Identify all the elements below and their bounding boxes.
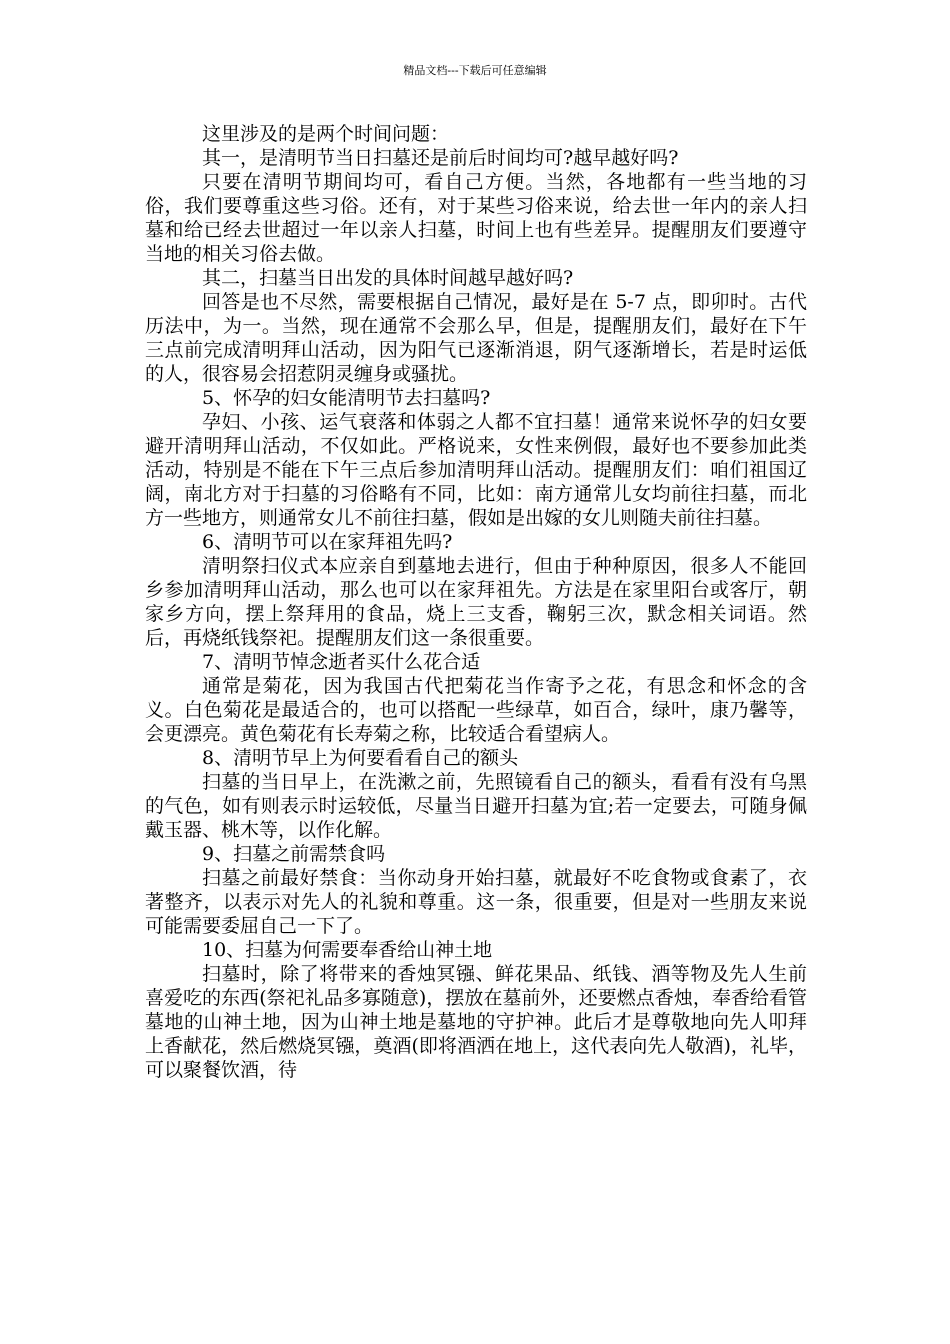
paragraph: 其二，扫墓当日出发的具体时间越早越好吗? bbox=[202, 267, 574, 289]
document-body bbox=[145, 122, 807, 1082]
paragraph: 其一，是清明节当日扫墓还是前后时间均可?越早越好吗? bbox=[202, 147, 679, 169]
paragraph: 扫墓的当日早上，在洗漱之前，先照镜看自己的额头，看看有没有乌黑的气色，如有则表示时运较低，尽量当日避开扫墓为宜;若一定要去，可随身佩戴玉器、桃木等，以作化解。 bbox=[145, 771, 807, 841]
section-heading: 5、怀孕的妇女能清明节去扫墓吗? bbox=[202, 387, 491, 409]
paragraph: 清明祭扫仪式本应亲自到墓地去进行，但由于种种原因，很多人不能回乡参加清明拜山活动，那么也可以在家拜祖先。方法是在家里阳台或客厅，朝家乡方向，摆上祭拜用的食品，烧上三支香，鞠躬三次，默念相关词语。然后，再烧纸钱祭祀。提醒朋友们这一条很重要。 bbox=[145, 555, 807, 649]
paragraph: 通常是菊花，因为我国古代把菊花当作寄予之花，有思念和怀念的含义。白色菊花是最适合的，也可以搭配一些绿草，如百合，绿叶，康乃馨等，会更漂亮。黄色菊花有长寿菊之称，比较适合看望病人。 bbox=[145, 675, 807, 745]
section-heading: 6、清明节可以在家拜祖先吗? bbox=[202, 531, 453, 553]
paragraph: 扫墓时，除了将带来的香烛冥镪、鲜花果品、纸钱、酒等物及先人生前喜爱吃的东西(祭祀礼品多寡随意)，摆放在墓前外，还要燃点香烛，奉香给看管墓地的山神土地，因为山神土地是墓地的守护神。此后才是尊敬地向先人叩拜上香献花，然后燃烧冥镪，奠酒(即将酒洒在地上，这代表向先人敬酒)，礼毕，可以聚餐饮酒，待 bbox=[145, 963, 807, 1081]
paragraph: 这里涉及的是两个时间问题： bbox=[202, 123, 450, 145]
section-heading: 9、扫墓之前需禁食吗 bbox=[202, 843, 386, 865]
page-header: 精品文档---下载后可任意编辑 bbox=[403, 64, 547, 77]
section-heading: 8、清明节早上为何要看看自己的额头 bbox=[202, 747, 519, 769]
paragraph: 回答是也不尽然，需要根据自己情况，最好是在 5-7 点，即卯时。古代历法中，为一。当然，现在通常不会那么早，但是，提醒朋友们，最好在下午三点前完成清明拜山活动，因为阳气已逐渐消退，阴气逐渐增长，若是时运低的人，很容易会招惹阴灵缠身或骚扰。 bbox=[145, 291, 807, 385]
paragraph: 只要在清明节期间均可，看自己方便。当然，各地都有一些当地的习俗，我们要尊重这些习俗。还有，对于某些习俗来说，给去世一年内的亲人扫墓和给已经去世超过一年以亲人扫墓，时间上也有些差异。提醒朋友们要遵守当地的相关习俗去做。 bbox=[145, 171, 807, 265]
section-heading: 7、清明节悼念逝者买什么花合适 bbox=[202, 651, 481, 673]
paragraph: 扫墓之前最好禁食：当你动身开始扫墓，就最好不吃食物或食素了，衣著整齐，以表示对先人的礼貌和尊重。这一条，很重要，但是对一些朋友来说可能需要委屈自己一下了。 bbox=[145, 867, 807, 937]
paragraph: 孕妇、小孩、运气衰落和体弱之人都不宜扫墓！通常来说怀孕的妇女要避开清明拜山活动，不仅如此。严格说来，女性来例假，最好也不要参加此类活动，特别是不能在下午三点后参加清明拜山活动。提醒朋友们：咱们祖国辽阔，南北方对于扫墓的习俗略有不同，比如：南方通常儿女均前往扫墓，而北方一些地方，则通常女儿不前往扫墓，假如是出嫁的女儿则随夫前往扫墓。 bbox=[145, 411, 807, 529]
section-heading: 10、扫墓为何需要奉香给山神土地 bbox=[202, 939, 493, 961]
